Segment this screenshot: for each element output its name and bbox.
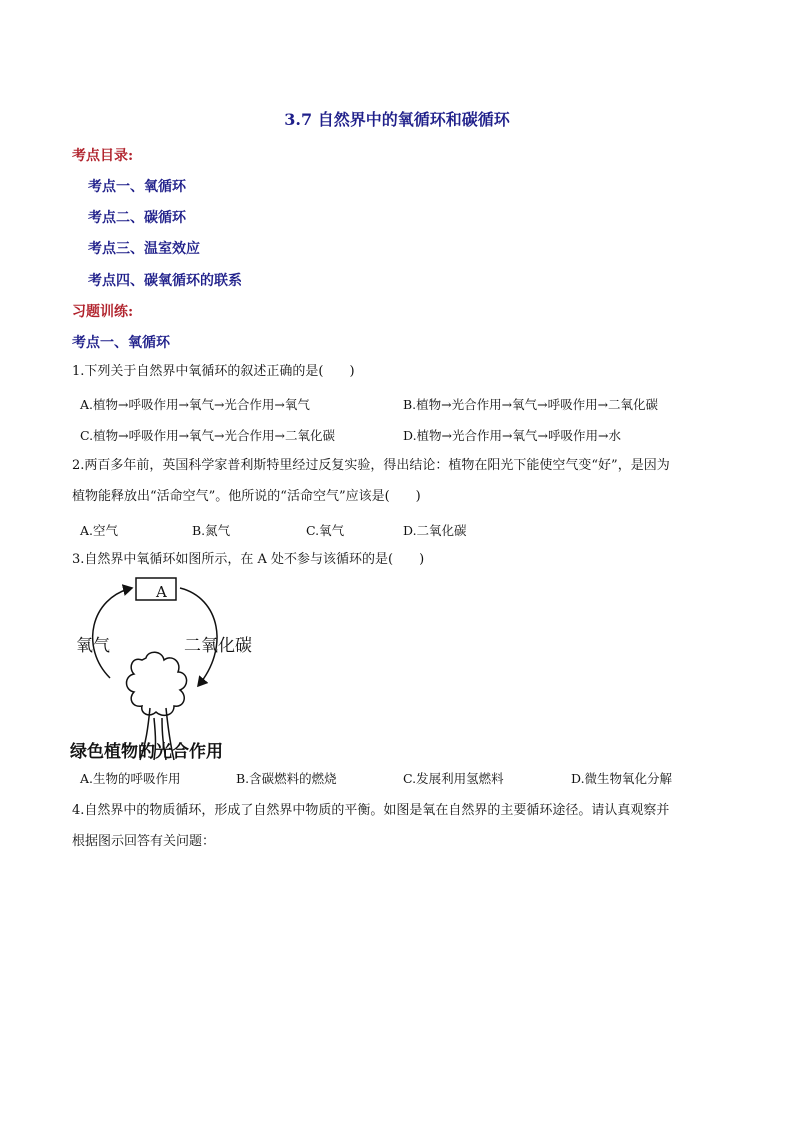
question-3-option-d: D.微生物氧化分解 (571, 771, 673, 786)
question-1-stem: 1.下列关于自然界中氧循环的叙述正确的是( ) (72, 364, 355, 379)
question-1-option-d: D.植物→光合作用→氧气→呼吸作用→水 (403, 428, 621, 443)
exercise-heading: 习题训练: (72, 304, 134, 320)
section-heading-oxygen: 考点一、氧循环 (72, 335, 170, 351)
question-1-option-b: B.植物→光合作用→氧气→呼吸作用→二氧化碳 (403, 397, 659, 412)
question-2-option-d: D.二氧化碳 (403, 523, 467, 538)
question-3-option-b: B.含碳燃料的燃烧 (236, 771, 337, 786)
question-2-option-b: B.氮气 (192, 523, 231, 538)
toc-item-oxygen-cycle: 考点一、氧循环 (88, 179, 186, 195)
question-2-option-c: C.氧气 (306, 523, 345, 538)
figure-box-label: A (156, 583, 167, 601)
figure-caption: 绿色植物的光合作用 (70, 742, 223, 762)
tree-icon (127, 652, 187, 715)
toc-item-greenhouse: 考点三、温室效应 (88, 241, 200, 257)
question-3-option-a: A.生物的呼吸作用 (80, 771, 181, 786)
toc-item-link: 考点四、碳氧循环的联系 (88, 273, 242, 289)
question-1-option-c: C.植物→呼吸作用→氧气→光合作用→二氧化碳 (80, 428, 335, 443)
question-1-option-a: A.植物→呼吸作用→氧气→光合作用→氧气 (80, 397, 310, 412)
figure-left-label: 氧气 (76, 636, 110, 656)
question-3-option-c: C.发展利用氢燃料 (403, 771, 504, 786)
question-4-stem-line2: 根据图示回答有关问题： (72, 834, 216, 849)
figure-right-label: 二氧化碳 (184, 636, 252, 656)
question-2-stem-line1: 2.两百多年前，英国科学家普利斯特里经过反复实验，得出结论：植物在阳光下能使空气变“好”，是因为 (72, 458, 670, 473)
toc-heading: 考点目录: (72, 148, 134, 164)
toc-item-carbon-cycle: 考点二、碳循环 (88, 210, 186, 226)
page-title: 3.7 自然界中的氧循环和碳循环 (284, 110, 510, 129)
question-2-option-a: A.空气 (80, 523, 119, 538)
question-4-stem-line1: 4.自然界中的物质循环，形成了自然界中物质的平衡。如图是氧在自然界的主要循环途径。请认真观察并 (72, 803, 670, 818)
question-2-stem-line2: 植物能释放出“活命空气”。他所说的“活命空气”应该是( ) (72, 489, 421, 504)
question-3-stem: 3.自然界中氧循环如图所示，在 A 处不参与该循环的是( ) (72, 552, 425, 567)
